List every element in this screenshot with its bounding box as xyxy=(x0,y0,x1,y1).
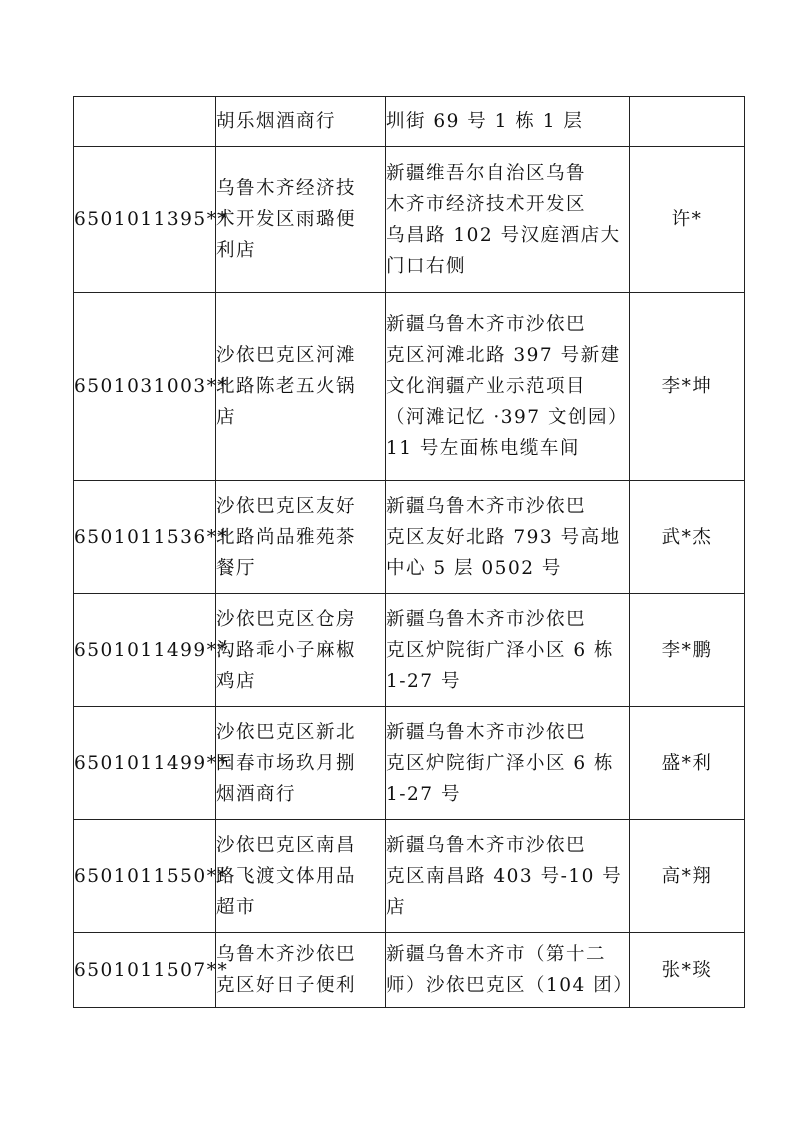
merchant-name-line: 鸡店 xyxy=(216,670,257,692)
merchant-address-line: 圳街 69 号 1 栋 1 层 xyxy=(386,111,584,132)
merchant-name-line: 沙依巴克区河滩 xyxy=(216,345,357,366)
merchant-name-line: 乌鲁木齐经济技 xyxy=(216,178,357,199)
merchant-address-line: 克区河滩北路 397 号新建 xyxy=(386,345,621,366)
merchant-address-line: 中心 5 层 0502 号 xyxy=(386,557,562,579)
merchant-name-line: 路飞渡文体用品 xyxy=(216,865,357,887)
table-row xyxy=(74,820,745,933)
merchant-address-line: 克区炉院街广泽小区 6 栋 xyxy=(386,639,615,661)
merchant-address-line: 1-27 号 xyxy=(386,670,461,692)
table-row xyxy=(74,293,745,481)
table-row xyxy=(74,97,745,147)
responsible-person: 武*杰 xyxy=(630,481,745,594)
merchant-address-line: 文化润疆产业示范项目 xyxy=(386,376,587,397)
merchant-address-line: 新疆维吾尔自治区乌鲁 xyxy=(386,162,587,184)
merchant-address-line: 新疆乌鲁木齐市沙依巴 xyxy=(386,834,587,856)
merchant-name-line: 沟路乖小子麻椒 xyxy=(216,639,357,661)
merchant-name xyxy=(216,820,386,933)
merchant-name-line: 园春市场玖月捌 xyxy=(216,752,357,774)
table-row xyxy=(74,707,745,820)
merchant-name xyxy=(216,481,386,594)
merchant-name-line: 克区好日子便利 xyxy=(216,975,357,996)
merchant-name xyxy=(216,594,386,707)
merchant-address xyxy=(386,594,630,707)
merchant-address xyxy=(386,293,630,481)
merchant-address xyxy=(386,933,634,1008)
merchant-address-line: 克区友好北路 793 号高地 xyxy=(386,526,621,548)
table-row xyxy=(74,147,745,293)
merchant-name-line: 沙依巴克区南昌 xyxy=(216,834,357,856)
responsible-person xyxy=(630,97,745,147)
merchant-code: 6501011507** xyxy=(74,933,216,1008)
merchant-address-line: 店 xyxy=(386,896,407,918)
responsible-person: 许* xyxy=(630,147,745,293)
merchant-name-line: 胡乐烟酒商行 xyxy=(216,111,337,132)
merchant-name-line: 餐厅 xyxy=(216,557,257,579)
merchant-table xyxy=(73,96,745,1008)
merchant-address-line: 新疆乌鲁木齐市沙依巴 xyxy=(386,495,587,517)
merchant-address-line: 克区南昌路 403 号-10 号 xyxy=(386,865,623,887)
merchant-name-line: 乌鲁木齐沙依巴 xyxy=(216,944,357,965)
merchant-code: 6501011536** xyxy=(74,481,216,594)
merchant-name xyxy=(216,707,386,820)
merchant-name-line: 沙依巴克区友好 xyxy=(216,495,357,517)
merchant-address xyxy=(386,147,630,293)
responsible-person: 高*翔 xyxy=(630,820,745,933)
merchant-name-line: 烟酒商行 xyxy=(216,783,297,805)
merchant-code: 6501011499** xyxy=(74,594,216,707)
responsible-person: 李*鹏 xyxy=(630,594,745,707)
responsible-person: 盛*利 xyxy=(630,707,745,820)
table-row xyxy=(74,594,745,707)
merchant-address-line: 克区炉院街广泽小区 6 栋 xyxy=(386,752,615,774)
merchant-address-line: 木齐市经济技术开发区 xyxy=(386,193,587,215)
merchant-code: 6501011499** xyxy=(74,707,216,820)
merchant-name-line: 术开发区雨璐便 xyxy=(216,209,357,230)
merchant-table-body xyxy=(74,97,745,1008)
merchant-name-line: 北路尚品雅苑茶 xyxy=(216,526,357,548)
responsible-person: 张*琰 xyxy=(630,933,745,1008)
merchant-address-line: 新疆乌鲁木齐市（第十二 xyxy=(386,944,607,965)
merchant-name-line: 超市 xyxy=(216,896,257,918)
merchant-name-line: 店 xyxy=(216,407,237,428)
merchant-address-line: 新疆乌鲁木齐市沙依巴 xyxy=(386,721,587,743)
merchant-address-line: 11 号左面栋电缆车间 xyxy=(386,438,580,459)
merchant-name xyxy=(216,293,386,481)
merchant-address-line: 门口右侧 xyxy=(386,255,467,277)
merchant-code: 6501011395** xyxy=(74,147,216,293)
merchant-name-line: 利店 xyxy=(216,240,257,261)
table-row xyxy=(74,481,745,594)
merchant-name xyxy=(216,97,386,147)
merchant-name-line: 沙依巴克区新北 xyxy=(216,721,357,743)
merchant-address-line: 师）沙依巴克区（104 团） xyxy=(386,975,634,996)
merchant-name xyxy=(216,933,386,1008)
merchant-address xyxy=(386,707,630,820)
merchant-address-line: 1-27 号 xyxy=(386,783,461,805)
merchant-code: 6501011550** xyxy=(74,820,216,933)
merchant-address-line: 新疆乌鲁木齐市沙依巴 xyxy=(386,608,587,630)
merchant-address-line: 乌昌路 102 号汉庭酒店大 xyxy=(386,224,621,246)
merchant-code xyxy=(74,97,216,147)
merchant-address-line: （河滩记忆 ·397 文创园） xyxy=(386,407,628,428)
merchant-address xyxy=(386,820,630,933)
merchant-name-line: 北路陈老五火锅 xyxy=(216,376,357,397)
merchant-name-line: 沙依巴克区仓房 xyxy=(216,608,357,630)
merchant-address-line: 新疆乌鲁木齐市沙依巴 xyxy=(386,314,587,335)
merchant-code: 6501031003** xyxy=(74,293,216,481)
table-row xyxy=(74,933,745,1008)
merchant-address xyxy=(386,97,630,147)
merchant-address xyxy=(386,481,630,594)
responsible-person: 李*坤 xyxy=(630,293,745,481)
merchant-name xyxy=(216,147,386,293)
